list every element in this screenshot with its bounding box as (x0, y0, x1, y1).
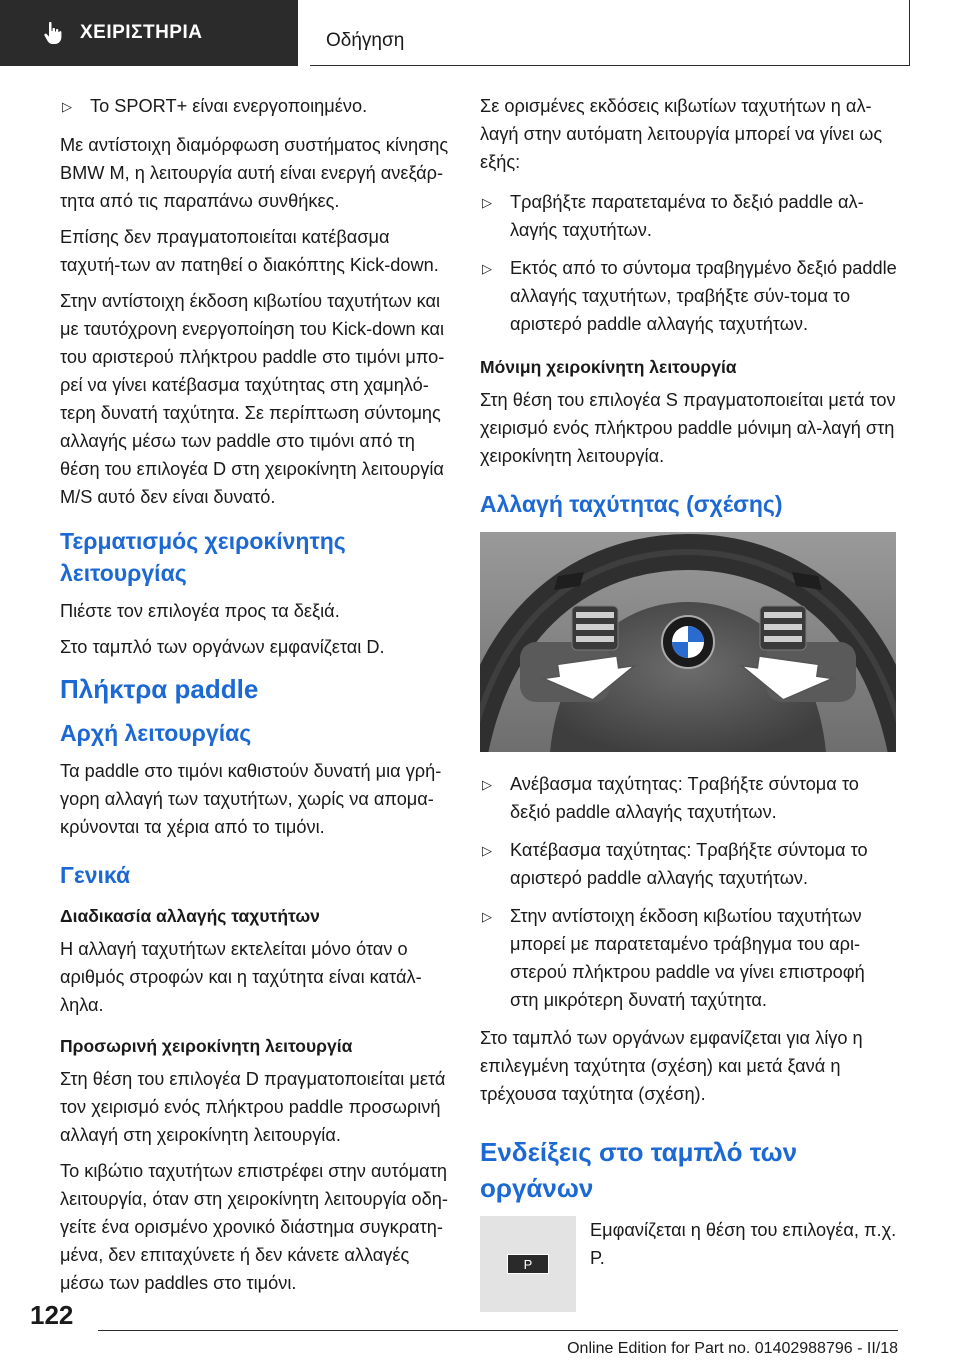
bullet-triangle-icon: ▷ (482, 777, 492, 792)
heading-temporary-manual: Προσωρινή χειροκίνητη λειτουργία (60, 1036, 353, 1056)
list-item: ▷ Ανέβασμα ταχύτητας: Τραβήξτε σύντομα το δεξιό paddle αλλαγής ταχυτήτων. (480, 770, 898, 826)
heading-cluster-display: Ενδείξεις στο ταμπλό των οργάνων (480, 1137, 798, 1203)
chapter-title: Οδήγηση (326, 30, 405, 51)
left-column (60, 92, 450, 1305)
manual-section-label: ΧΕΙΡΙΣΤΗΡΙΑ (80, 22, 203, 43)
list-item: ▷ Τραβήξτε παρατεταμένα το δεξιό paddle αλ-λαγής ταχυτήτων. (480, 188, 898, 244)
heading-paddles: Πλήκτρα paddle (60, 674, 259, 704)
paragraph: Η αλλαγή ταχυτήτων εκτελείται μόνο όταν ο αριθμός στροφών και η ταχύτητα είναι κατάλ-ληλα. (60, 939, 422, 1015)
heading-principle: Αρχή λειτουργίας (60, 720, 252, 746)
chapter-title-box (310, 0, 910, 66)
list-item: ▷ Εκτός από το σύντομα τραβηγμένο δεξιό paddle αλλαγής ταχυτήτων, τραβήξτε σύν-τομα το αριστερό paddle αλλαγής ταχυτήτων. (480, 254, 898, 338)
bullet-triangle-icon: ▷ (482, 261, 492, 276)
bullet-triangle-icon: ▷ (482, 195, 492, 210)
bullet-triangle-icon: ▷ (482, 843, 492, 858)
page-header (0, 0, 960, 66)
paragraph: Επίσης δεν πραγματοποιείται κατέβασμα ταχυτή-των αν πατηθεί ο διακόπτης Kick-down. (60, 227, 439, 275)
list-item: ▷ Στην αντίστοιχη έκδοση κιβωτίου ταχυτήτων μπορεί με παρατεταμένο τράβηγμα του αρι-στερού πλήκτρου paddle να γίνει επιστροφή στη μικρότερη δυνατή ταχύτητα. (480, 902, 898, 1014)
hand-pointer-icon (40, 20, 66, 46)
right-column (480, 92, 898, 1312)
paragraph: Στην αντίστοιχη έκδοση κιβωτίου ταχυτήτων και με ταυτόχρονη ενεργοποίηση του Kick-down και του αριστερού πλήκτρου paddle στο τιμόνι μπο-ρεί να γίνει κατέβασμα ταχύτητας στη χαμηλό-τερη δυνατή ταχύτητα. Σε περίπτωση σύντομης αλλαγής μέσω των paddle στο τιμόνι από τη θέση του επιλογέα D στη χειροκίνητη λειτουργία M/S αυτό δεν είναι δυνατό. (60, 291, 445, 507)
paragraph: Στο ταμπλό των οργάνων εμφανίζεται για λίγο η επιλεγμένη ταχύτητα (σχέση) και μετά ξανά η τρέχουσα ταχύτητα (σχέση). (480, 1028, 863, 1104)
paragraph: Στο ταμπλό των οργάνων εμφανίζεται D. (60, 637, 385, 657)
list-item: ▷ Το SPORT+ είναι ενεργοποιημένο. (60, 92, 450, 121)
paragraph: Πιέστε τον επιλογέα προς τα δεξιά. (60, 601, 340, 621)
paragraph: Στη θέση του επιλογέα D πραγματοποιείται μετά τον χειρισμό ενός πλήκτρου paddle προσωρινή αλλαγή στη χειροκίνητη λειτουργία. (60, 1069, 446, 1145)
bullet-triangle-icon: ▷ (62, 99, 72, 114)
paragraph: Με αντίστοιχη διαμόρφωση συστήματος κίνησης BMW M, η λειτουργία αυτή είναι ενεργή ανεξάρ-τητα από τις παραπάνω συνθήκες. (60, 135, 449, 211)
paragraph: Το κιβώτιο ταχυτήτων επιστρέφει στην αυτόματη λειτουργία, όταν στη χειροκίνητη λειτουργία οδη-γείτε ένα ορισμένο χρονικό διάστημα συγκρατη-μένα, δεν επιταχύνετε ή δεν κάνετε αλλαγές μέσω των paddles στο τιμόνι. (60, 1161, 448, 1293)
chapter-tab (0, 0, 298, 66)
list-item: ▷ Κατέβασμα ταχύτητας: Τραβήξτε σύντομα το αριστερό paddle αλλαγής ταχυτήτων. (480, 836, 898, 892)
indicator-description: Εμφανίζεται η θέση του επιλογέα, π.χ. P. (590, 1220, 897, 1268)
footer-edition: Online Edition for Part no. 01402988796 - II/18 (567, 1340, 898, 1357)
paragraph: Σε ορισμένες εκδόσεις κιβωτίων ταχυτήτων η αλ-λαγή στην αυτόματη λειτουργία μπορεί να γίνει ως εξής: (480, 96, 883, 172)
bullet-triangle-icon: ▷ (482, 909, 492, 924)
heading-gear-change: Αλλαγή ταχύτητας (σχέσης) (480, 491, 783, 517)
page-number: 122 (30, 1300, 74, 1330)
paragraph: Τα paddle στο τιμόνι καθιστούν δυνατή μια γρή-γορη αλλαγή των ταχυτήτων, χωρίς να απομα-κρύνονται τα χέρια από το τιμόνι. (60, 761, 442, 837)
heading-shift-procedure: Διαδικασία αλλαγής ταχυτήτων (60, 906, 320, 926)
footer-divider (98, 1330, 898, 1331)
indicator-row (480, 1216, 898, 1312)
paragraph: Στη θέση του επιλογέα S πραγματοποιείται μετά τον χειρισμό ενός πλήκτρου paddle μόνιμη αλ-λαγή στη χειροκίνητη λειτουργία. (480, 390, 896, 466)
heading-end-manual: Τερματισμός χειροκίνητης λειτουργίας (60, 528, 346, 586)
cluster-indicator-image (480, 1216, 576, 1312)
selector-p-symbol: P (507, 1254, 549, 1274)
heading-permanent-manual: Μόνιμη χειροκίνητη λειτουργία (480, 357, 737, 377)
heading-general: Γενικά (60, 862, 131, 888)
steering-wheel-paddles-image (480, 532, 896, 752)
